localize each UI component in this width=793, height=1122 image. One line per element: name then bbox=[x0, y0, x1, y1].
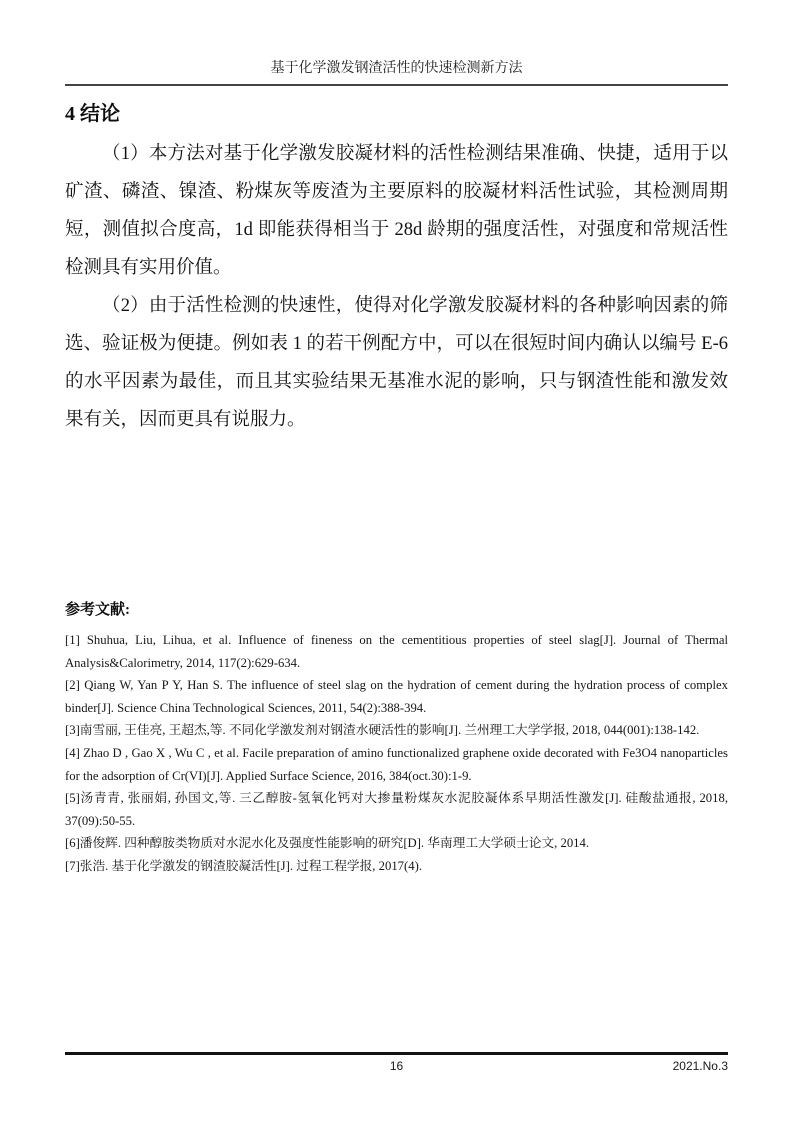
reference-item: [3]南雪丽, 王佳亮, 王超杰,等. 不同化学激发剂对钢渣水硬活性的影响[J]. 兰州理工大学学报, 2018, 044(001):138-142. bbox=[65, 723, 700, 738]
issue-label: 2021.No.3 bbox=[672, 1059, 728, 1073]
references-heading: 参考文献: bbox=[65, 602, 130, 618]
conclusion-paragraph: （1）本方法对基于化学激发胶凝材料的活性检测结果准确、快捷，适用于以矿渣、磷渣、镍渣、粉煤灰等废渣为主要原料的胶凝材料活性试验，其检测周期短，测值拟合度高，1d 即能获得相当于 28d 龄期的强度活性，对强度和常规活性检测具有实用价值。 bbox=[65, 144, 728, 278]
reference-item: [2] Qiang W, Yan P Y, Han S. The influence of steel slag on the hydration of cement during the hydration process of complex binder[J]. Science China Technological Sciences, 2011, 54(2):388-394. bbox=[65, 678, 728, 715]
page-number: 16 bbox=[389, 1059, 404, 1073]
running-title: 基于化学激发钢渣活性的快速检测新方法 bbox=[270, 61, 523, 76]
page-content bbox=[65, 60, 728, 878]
section-heading: 4 结论 bbox=[65, 103, 120, 125]
reference-item: [4] Zhao D , Gao X , Wu C , et al. Facile preparation of amino functionalized graphene oxide decorated with Fe3O4 nanoparticles for the adsorption of Cr(VI)[J]. Applied Surface Science, 2016, 384(oct.30):1-9. bbox=[65, 745, 728, 783]
reference-item: [6]潘俊辉. 四种醇胺类物质对水泥水化及强度性能影响的研究[D]. 华南理工大学硕士论文, 2014. bbox=[65, 836, 590, 851]
references-section bbox=[65, 600, 728, 878]
conclusion-paragraph: （2）由于活性检测的快速性，使得对化学激发胶凝材料的各种影响因素的筛选、验证极为便捷。例如表 1 的若干例配方中，可以在很短时间内确认以编号 E-6 的水平因素为最佳，而且其实验结果无基准水泥的影响，只与钢渣性能和激发效果有关，因而更具有说服力。 bbox=[65, 296, 728, 430]
page-footer bbox=[65, 1052, 728, 1077]
reference-item: [7]张浩. 基于化学激发的钢渣胶凝活性[J]. 过程工程学报, 2017(4). bbox=[65, 858, 422, 873]
reference-item: [5]汤青青, 张丽娟, 孙国文,等. 三乙醇胺-氢氧化钙对大掺量粉煤灰水泥胶凝体系早期活性激发[J]. 硅酸盐通报, 2018, 37(09):50-55. bbox=[65, 791, 728, 828]
reference-item: [1] Shuhua, Liu, Lihua, et al. Influence of fineness on the cementitious properties of steel slag[J]. Journal of Thermal Analysis&Calorimetry, 2014, 117(2):629-634. bbox=[65, 633, 728, 670]
running-head bbox=[65, 60, 728, 86]
footer-row bbox=[65, 1055, 728, 1077]
conclusion-body bbox=[65, 135, 728, 439]
